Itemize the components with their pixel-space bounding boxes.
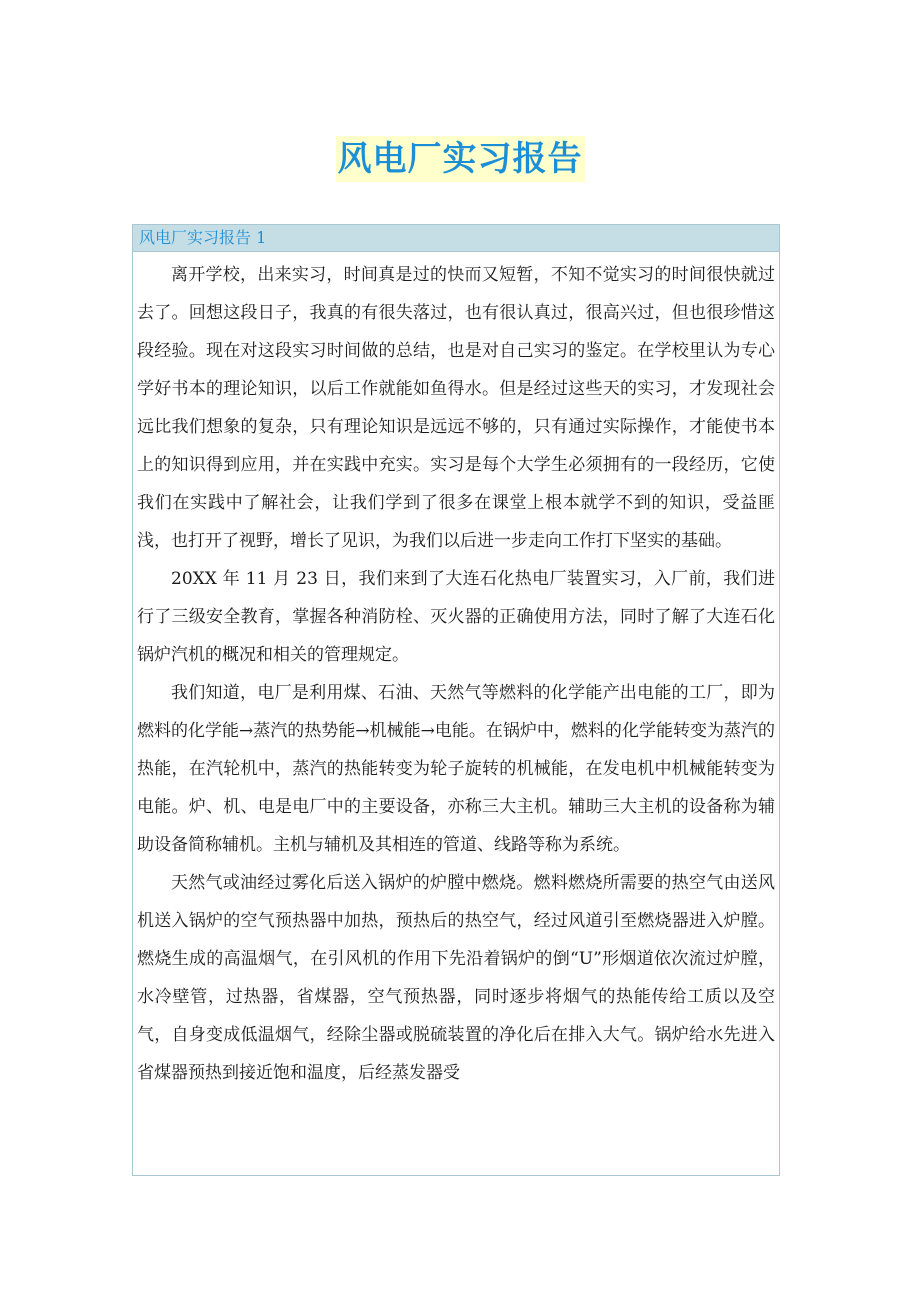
paragraph-2: 20XX 年 11 月 23 日，我们来到了大连石化热电厂装置实习，入厂前，我们进行了三级安全教育，掌握各种消防栓、灭火器的正确使用方法，同时了解了大连石化锅炉汽机的概况和相关的管理规定。	[137, 569, 775, 665]
paragraph-4: 天然气或油经过雾化后送入锅炉的炉膛中燃烧。燃料燃烧所需要的热空气由送风机送入锅炉的空气预热器中加热，预热后的热空气，经过风道引至燃烧器进入炉膛。 燃烧生成的高温烟气，在引风机的作用下先沿着锅炉的倒“U”形烟道依次流过炉膛，水冷壁管，过热器，省煤器，空气预热器，同时逐步将烟气的热能传给工质以及空气，自身变成低温烟气，经除尘器或脱硫装置的净化后在排入大气。锅炉给水先进入省煤器预热到接近饱和温度，后经蒸发器受	[137, 873, 775, 1083]
paragraph-1: 离开学校，出来实习，时间真是过的快而又短暂，不知不觉实习的时间很快就过去了。回想这段日子，我真的有很失落过，也有很认真过，很高兴过，但也很珍惜这段经验。现在对这段实习时间做的总结，也是对自己实习的鉴定。在学校里认为专心学好书本的理论知识，以后工作就能如鱼得水。但是经过这些天的实习，才发现社会远比我们想象的复杂，只有理论知识是远远不够的，只有通过实际操作，才能使书本上的知识得到应用，并在实践中充实。实习是每个大学生必须拥有的一段经历，它使我们在实践中了解社会，让我们学到了很多在课堂上根本就学不到的知识，受益匪浅，也打开了视野，增长了见识，为我们以后进一步走向工作打下坚实的基础。	[137, 265, 775, 551]
report-section	[132, 224, 780, 1176]
document-title-container	[0, 136, 920, 182]
paragraph-3: 我们知道，电厂是利用煤、石油、天然气等燃料的化学能产出电能的工厂，即为燃料的化学能→蒸汽的热势能→机械能→电能。在锅炉中，燃料的化学能转变为蒸汽的热能，在汽轮机中，蒸汽的热能转变为轮子旋转的机械能，在发电机中机械能转变为电能。炉、机、电是电厂中的主要设备，亦称三大主机。辅助三大主机的设备称为辅助设备简称辅机。主机与辅机及其相连的管道、线路等称为系统。	[137, 683, 775, 855]
section-header: 风电厂实习报告 1	[133, 225, 779, 252]
document-title: 风电厂实习报告	[336, 136, 585, 182]
section-body	[133, 252, 779, 1092]
